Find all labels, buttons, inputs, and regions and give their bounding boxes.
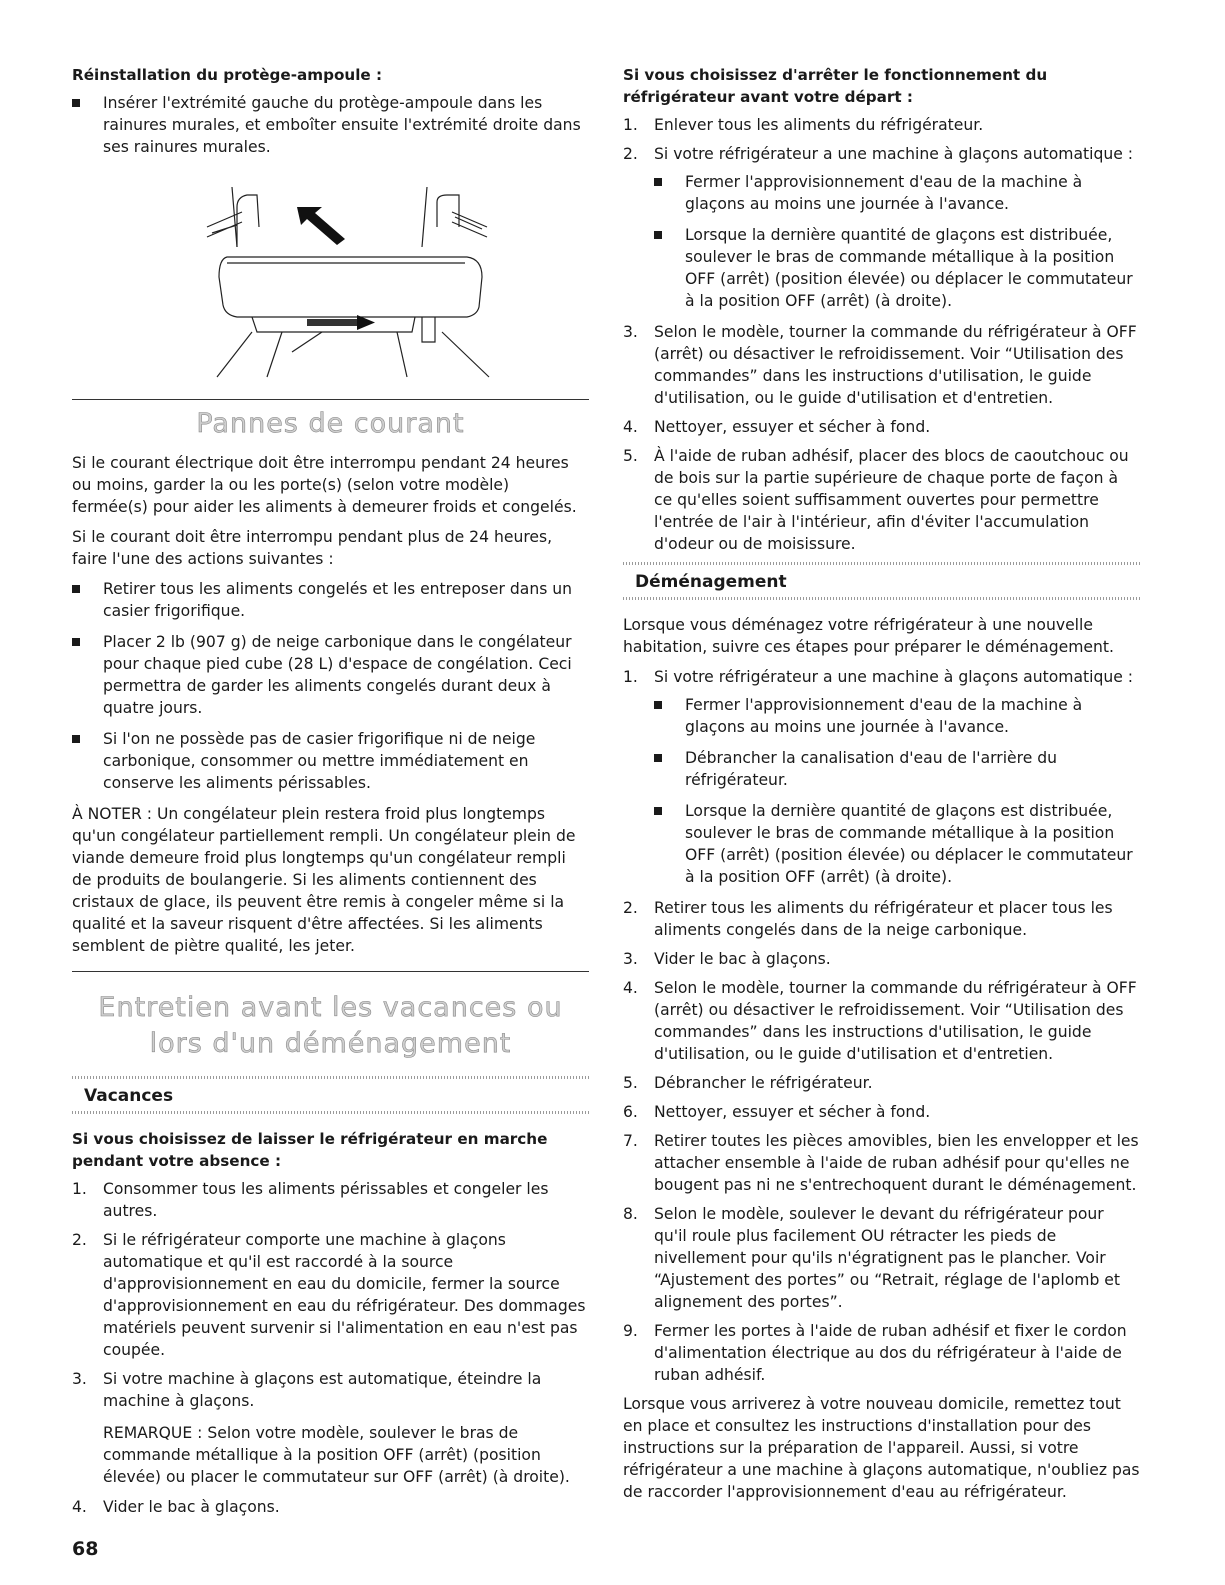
item-text: Débrancher le réfrigérateur. (654, 1074, 873, 1092)
item-number: 8. (623, 1205, 638, 1223)
left-column (72, 64, 589, 1525)
reinstall-list (72, 92, 589, 158)
item-number: 7. (623, 1132, 638, 1150)
list-item (623, 1130, 1140, 1196)
list-item (623, 1320, 1140, 1386)
remarque-text: Selon votre modèle, soulever le bras de commande métallique à la position OFF (arrêt) (position élevée) ou placer le commutateur sur OFF (arrêt) (à droite). (103, 1424, 570, 1486)
list-item: Placer 2 lb (907 g) de neige carbonique dans le congélateur pour chaque pied cube (28 L) d'espace de congélation. Ceci permettra de garder les aliments congelés durant deux à quatre jours. (72, 631, 589, 719)
list-item (72, 1496, 589, 1518)
moving-closing: Lorsque vous arriverez à votre nouveau domicile, remettez tout en place et consultez les instructions d'installation pour des instructions sur la préparation de l'appareil. Aussi, si votre réfrigérateur a une machine à glaçons automatique, n'oubliez pas de raccorder l'approvisionnement d'eau au réfrigérateur. (623, 1395, 1140, 1501)
list-item: Fermer l'approvisionnement d'eau de la machine à glaçons au moins une journée à l'avance. (654, 171, 1140, 215)
stop-list (623, 114, 1140, 555)
item-text: Vider le bac à glaçons. (103, 1498, 280, 1516)
list-item (72, 1368, 589, 1488)
item-number: 4. (623, 979, 638, 997)
list-item (623, 114, 1140, 136)
stop-sub-list (654, 171, 1140, 312)
item-text: Si votre machine à glaçons est automatique, éteindre la machine à glaçons. (103, 1370, 542, 1410)
item-text: Vider le bac à glaçons. (654, 950, 831, 968)
note-paragraph (72, 803, 589, 957)
list-item (623, 948, 1140, 970)
list-item (72, 1178, 589, 1222)
list-item (623, 321, 1140, 409)
note-text: Un congélateur plein restera froid plus longtemps qu'un congélateur partiellement rempli. Un congélateur plein de viande demeure froid plus longtemps qu'un congélateur rempli de produits de boulangerie. Si les aliments contiennent des cristaux de glace, ils peuvent être remis à congeler même si la qualité et la saveur risquent d'être affectées. Si les aliments semblent de piètre qualité, les jeter. (72, 805, 576, 955)
bulb-cover-illustration (197, 167, 497, 387)
list-item: Fermer l'approvisionnement d'eau de la machine à glaçons au moins une journée à l'avance. (654, 694, 1140, 738)
stop-heading: Si vous choisissez d'arrêter le fonctionnement du réfrigérateur avant votre départ : (623, 66, 1048, 106)
list-item (623, 1072, 1140, 1094)
item-number: 1. (623, 116, 638, 134)
list-item (623, 445, 1140, 555)
item-number: 1. (72, 1180, 87, 1198)
list-item (623, 666, 1140, 888)
section-divider (72, 971, 589, 972)
list-item (623, 1203, 1140, 1313)
list-item (72, 1229, 589, 1361)
item-text: Nettoyer, essuyer et sécher à fond. (654, 1103, 931, 1121)
item-text: Retirer toutes les pièces amovibles, bien les envelopper et les attacher ensemble à l'aide de ruban adhésif pour qu'elles ne bougent pas ni ne s'entrechoquent durant le déménagement. (654, 1132, 1139, 1194)
item-text: Enlever tous les aliments du réfrigérateur. (654, 116, 984, 134)
list-item: Lorsque la dernière quantité de glaçons est distribuée, soulever le bras de commande métallique à la position OFF (arrêt) (position élevée) ou déplacer le commutateur à la position OFF (arrêt) (à droite). (654, 800, 1140, 888)
item-number: 2. (623, 145, 638, 163)
list-item: Lorsque la dernière quantité de glaçons est distribuée, soulever le bras de commande métallique à la position OFF (arrêt) (position élevée) ou déplacer le commutateur à la position OFF (arrêt) (à droite). (654, 224, 1140, 312)
item-number: 5. (623, 447, 638, 465)
maintenance-title (72, 990, 589, 1062)
item-text: Si votre réfrigérateur a une machine à glaçons automatique : (654, 668, 1134, 686)
item-text: Fermer les portes à l'aide de ruban adhésif et fixer le cordon d'alimentation électrique au dos du réfrigérateur à l'aide de ruban adhésif. (654, 1322, 1127, 1384)
dotted-rule (623, 597, 1140, 600)
item-text: Si le réfrigérateur comporte une machine à glaçons automatique et qu'il est raccordé à la source d'approvisionnement en eau du domicile, fermer la source d'approvisionnement en eau du réfrigérateur. Des dommages matériels peuvent survenir si l'alimentation en eau n'est pas coupée. (103, 1231, 586, 1359)
list-item: Retirer tous les aliments congelés et les entreposer dans un casier frigorifique. (72, 578, 589, 622)
item-number: 3. (72, 1370, 87, 1388)
item-text: À l'aide de ruban adhésif, placer des blocs de caoutchouc ou de bois sur la partie supérieure de chaque porte de façon à ce qu'elles soient suffisamment ouvertes pour permettre l'entrée de l'air à l'intérieur, afin d'éviter l'accumulation d'odeur ou de moisissure. (654, 447, 1129, 553)
item-text: Selon le modèle, soulever le devant du réfrigérateur pour qu'il roule plus facilement OU rétracter les pieds de nivellement pour qu'ils n'égratignent pas le plancher. Voir “Ajustement des portes” ou “Retrait, réglage de l'aplomb et alignement des portes”. (654, 1205, 1121, 1311)
item-number: 4. (72, 1498, 87, 1516)
item-number: 1. (623, 668, 638, 686)
power-paragraph-2: Si le courant doit être interrompu pendant plus de 24 heures, faire l'une des actions suivantes : (72, 528, 553, 568)
item-text: Selon le modèle, tourner la commande du réfrigérateur à OFF (arrêt) ou désactiver le refroidissement. Voir “Utilisation des commandes” dans les instructions d'utilisation, le guide d'utilisation, ou le guide d'utilisation et d'entretien. (654, 979, 1137, 1063)
item-number: 9. (623, 1322, 638, 1340)
keep-running-heading: Si vous choisissez de laisser le réfrigérateur en marche pendant votre absence : (72, 1130, 548, 1170)
item-number: 3. (623, 950, 638, 968)
item-text: Nettoyer, essuyer et sécher à fond. (654, 418, 931, 436)
note-label: À NOTER : (72, 805, 152, 823)
moving-list (623, 666, 1140, 1386)
item-number: 4. (623, 418, 638, 436)
maintenance-title-line-1: Entretien avant les vacances ou (98, 992, 563, 1023)
power-list (72, 578, 589, 794)
remarque-label: REMARQUE : (103, 1424, 203, 1442)
maintenance-title-line-2: lors d'un déménagement (149, 1028, 512, 1059)
list-item: Débrancher la canalisation d'eau de l'arrière du réfrigérateur. (654, 747, 1140, 791)
item-text: Selon le modèle, tourner la commande du réfrigérateur à OFF (arrêt) ou désactiver le refroidissement. Voir “Utilisation des commandes” dans les instructions d'utilisation, le guide d'utilisation, ou le guide d'utilisation et d'entretien. (654, 323, 1137, 407)
item-number: 6. (623, 1103, 638, 1121)
right-column (623, 64, 1140, 1511)
reinstall-heading: Réinstallation du protège-ampoule : (72, 66, 383, 84)
list-item (623, 416, 1140, 438)
vacances-subheading: Vacances (84, 1086, 174, 1106)
list-item (623, 1101, 1140, 1123)
list-item (623, 977, 1140, 1065)
page-number: 68 (72, 1538, 99, 1560)
list-item: Si l'on ne possède pas de casier frigorifique ni de neige carbonique, consommer ou mettre immédiatement en conserve les aliments périssables. (72, 728, 589, 794)
moving-intro: Lorsque vous déménagez votre réfrigérateur à une nouvelle habitation, suivre ces étapes pour préparer le déménagement. (623, 616, 1114, 656)
dotted-rule (72, 1111, 589, 1114)
power-outage-title: Pannes de courant (196, 408, 465, 439)
remarque-paragraph (103, 1422, 589, 1488)
item-number: 2. (623, 899, 638, 917)
moving-sub-list (654, 694, 1140, 888)
item-number: 3. (623, 323, 638, 341)
section-divider (72, 399, 589, 400)
item-number: 5. (623, 1074, 638, 1092)
keep-running-list (72, 1178, 589, 1518)
item-number: 2. (72, 1231, 87, 1249)
item-text: Si votre réfrigérateur a une machine à glaçons automatique : (654, 145, 1134, 163)
list-item (623, 143, 1140, 312)
list-item (623, 897, 1140, 941)
power-paragraph-1: Si le courant électrique doit être interrompu pendant 24 heures ou moins, garder la ou les porte(s) (selon votre modèle) fermée(s) pour aider les aliments à demeurer froids et congelés. (72, 454, 577, 516)
moving-subheading: Déménagement (635, 572, 787, 592)
item-text: Retirer tous les aliments du réfrigérateur et placer tous les aliments congelés dans de la neige carbonique. (654, 899, 1113, 939)
item-text: Consommer tous les aliments périssables et congeler les autres. (103, 1180, 549, 1220)
list-item: Insérer l'extrémité gauche du protège-ampoule dans les rainures murales, et emboîter ensuite l'extrémité droite dans ses rainures murales. (72, 92, 589, 158)
